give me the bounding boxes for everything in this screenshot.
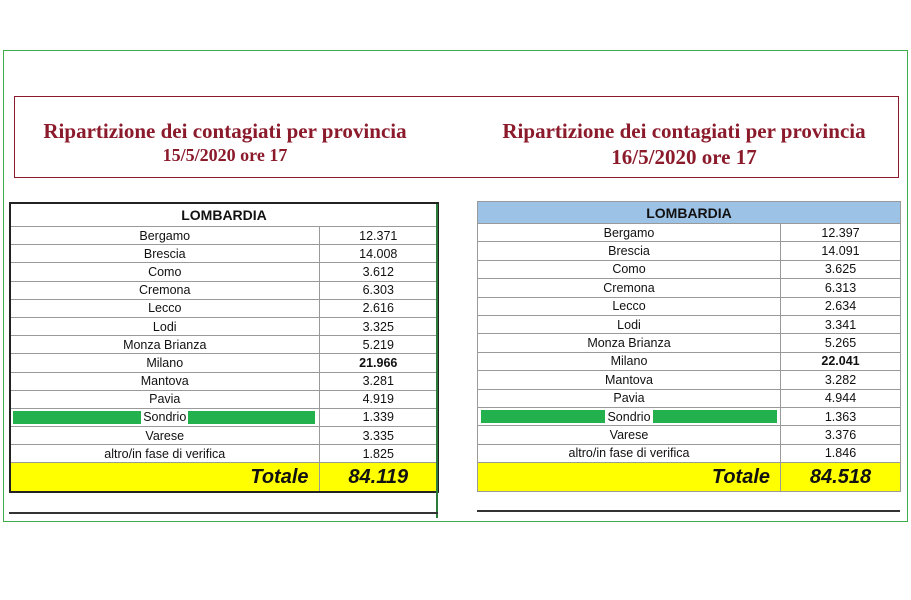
province-name: Bergamo <box>478 224 781 242</box>
province-value: 2.616 <box>319 299 438 317</box>
table-row <box>10 445 438 463</box>
province-value: 3.376 <box>781 426 901 444</box>
table-row <box>10 227 438 245</box>
table-shadow <box>436 204 438 518</box>
total-row <box>478 463 901 492</box>
province-name: Milano <box>478 352 781 370</box>
region-header: LOMBARDIA <box>10 203 438 227</box>
province-name: Lodi <box>10 317 319 335</box>
left-province-table <box>9 202 439 493</box>
province-name: Sondrio <box>607 409 651 424</box>
table-row <box>478 334 901 352</box>
province-name-highlighted <box>10 408 319 426</box>
province-value: 3.612 <box>319 263 438 281</box>
table-shadow <box>477 510 900 512</box>
total-value: 84.518 <box>781 463 901 492</box>
province-value: 1.339 <box>319 408 438 426</box>
table-row <box>478 242 901 260</box>
province-value: 4.944 <box>781 389 901 407</box>
province-name: Mantova <box>478 371 781 389</box>
table-row <box>10 427 438 445</box>
table-row <box>10 390 438 408</box>
left-heading <box>14 118 436 166</box>
province-name: Monza Brianza <box>10 336 319 354</box>
province-value: 4.919 <box>319 390 438 408</box>
left-date: 15/5/2020 ore 17 <box>162 145 288 165</box>
table-row <box>478 371 901 389</box>
province-name: altro/in fase di verifica <box>478 444 781 462</box>
province-name: Pavia <box>478 389 781 407</box>
province-name: Como <box>478 260 781 278</box>
province-name: Varese <box>478 426 781 444</box>
province-name: Milano <box>10 354 319 372</box>
province-value: 14.008 <box>319 245 438 263</box>
province-value: 1.846 <box>781 444 901 462</box>
province-value: 12.397 <box>781 224 901 242</box>
province-value: 2.634 <box>781 297 901 315</box>
province-value: 5.265 <box>781 334 901 352</box>
table-row <box>478 407 901 425</box>
table-row <box>10 299 438 317</box>
province-value: 1.825 <box>319 445 438 463</box>
left-title: Ripartizione dei contagiati per provincia <box>43 119 407 143</box>
province-name: Mantova <box>10 372 319 390</box>
table-row <box>10 408 438 426</box>
table-row <box>10 263 438 281</box>
table-row <box>10 281 438 299</box>
table-row <box>478 389 901 407</box>
table-row <box>10 372 438 390</box>
province-name: Lodi <box>478 315 781 333</box>
province-name-highlighted <box>478 407 781 425</box>
table-row <box>478 260 901 278</box>
province-name: altro/in fase di verifica <box>10 445 319 463</box>
province-value: 12.371 <box>319 227 438 245</box>
table-row <box>478 426 901 444</box>
province-name: Cremona <box>478 279 781 297</box>
table-row <box>10 317 438 335</box>
total-label: Totale <box>478 463 781 492</box>
table-row <box>10 245 438 263</box>
province-value: 3.282 <box>781 371 901 389</box>
right-title: Ripartizione dei contagiati per provincia <box>502 119 866 143</box>
province-name: Brescia <box>478 242 781 260</box>
table-row <box>478 297 901 315</box>
province-value: 1.363 <box>781 407 901 425</box>
province-value: 5.219 <box>319 336 438 354</box>
total-value: 84.119 <box>319 463 438 493</box>
province-name: Como <box>10 263 319 281</box>
province-value: 22.041 <box>781 352 901 370</box>
province-name: Monza Brianza <box>478 334 781 352</box>
province-name: Lecco <box>10 299 319 317</box>
province-name: Sondrio <box>143 410 187 425</box>
province-name: Cremona <box>10 281 319 299</box>
total-row <box>10 463 438 493</box>
province-name: Lecco <box>478 297 781 315</box>
province-name: Pavia <box>10 390 319 408</box>
province-name: Varese <box>10 427 319 445</box>
province-value: 3.335 <box>319 427 438 445</box>
province-value: 21.966 <box>319 354 438 372</box>
province-value: 3.341 <box>781 315 901 333</box>
table-row <box>478 352 901 370</box>
total-label: Totale <box>10 463 319 493</box>
province-value: 3.625 <box>781 260 901 278</box>
province-name: Brescia <box>10 245 319 263</box>
province-name: Bergamo <box>10 227 319 245</box>
table-row <box>10 354 438 372</box>
right-heading <box>470 118 898 170</box>
province-value: 3.281 <box>319 372 438 390</box>
right-date: 16/5/2020 ore 17 <box>611 145 757 169</box>
table-row <box>478 279 901 297</box>
table-row <box>478 224 901 242</box>
table-row <box>10 336 438 354</box>
table-shadow <box>9 512 438 514</box>
province-value: 6.303 <box>319 281 438 299</box>
table-row <box>478 444 901 462</box>
province-value: 3.325 <box>319 317 438 335</box>
region-header: LOMBARDIA <box>478 202 901 224</box>
right-province-table <box>477 201 901 492</box>
table-row <box>478 315 901 333</box>
province-value: 14.091 <box>781 242 901 260</box>
province-value: 6.313 <box>781 279 901 297</box>
